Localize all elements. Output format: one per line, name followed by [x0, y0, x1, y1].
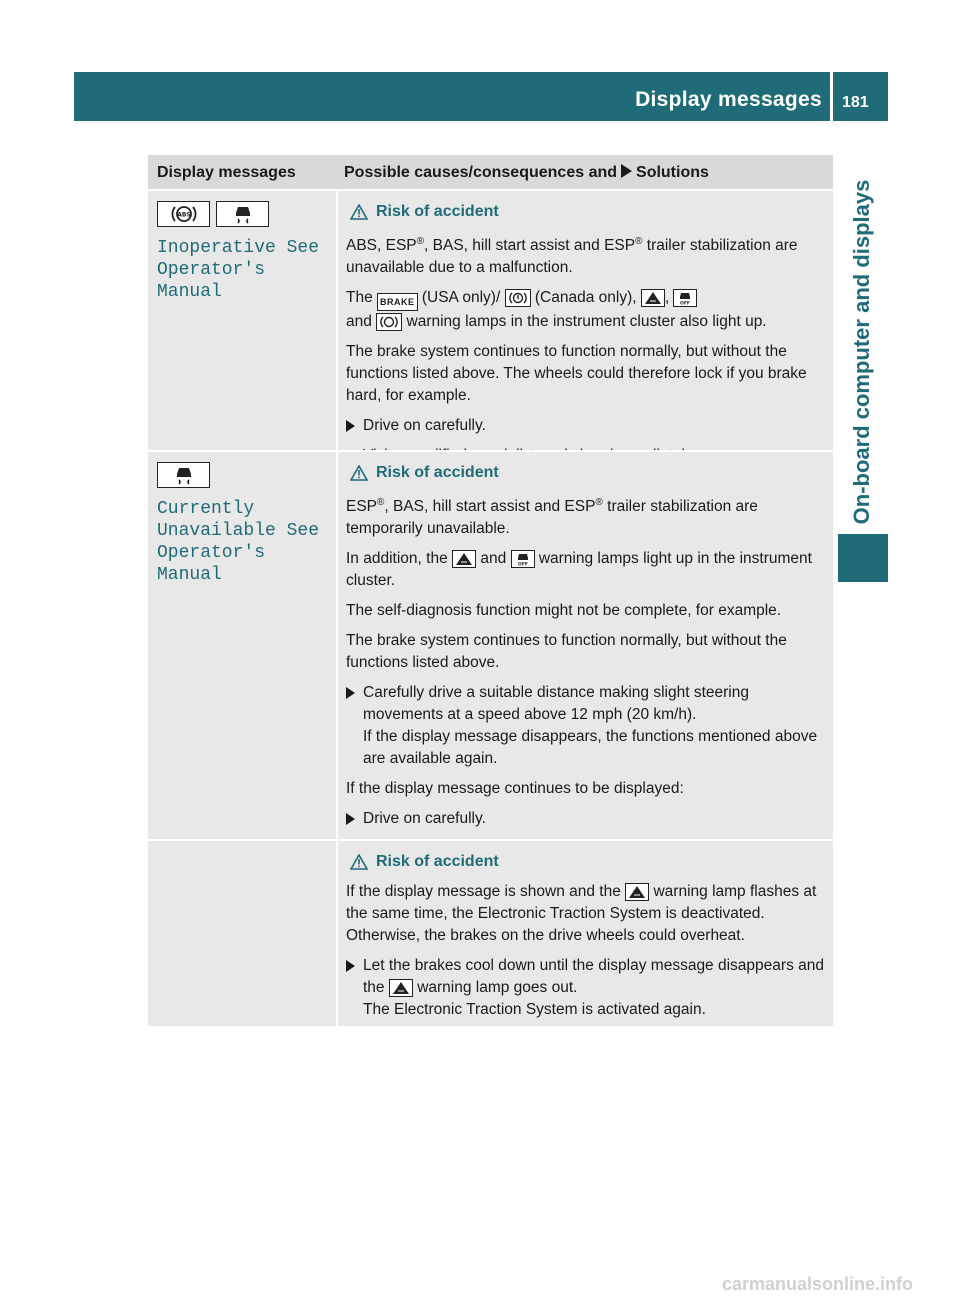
esp-off-icon: [511, 550, 535, 568]
esp-warning-icon: [452, 550, 476, 568]
abs-small-icon: [376, 313, 402, 331]
paragraph: If the display message is shown and the warning lamp flashes at the same time, the Electronic Traction System is deactivated. Otherwise, the brakes on the drive wheels could overheat.: [346, 883, 817, 944]
warning-note: [350, 203, 825, 221]
paragraph: ESP®, BAS, hill start assist and ESP® trailer stabilization are temporarily unavailable.: [346, 497, 758, 538]
paragraph: In addition, the and OFF warning lamps light up in the instrument cluster.: [346, 550, 812, 590]
step-arrow-icon: [346, 687, 355, 699]
instruction-step: Drive on carefully.: [346, 808, 825, 830]
svg-text:OFF: OFF: [517, 562, 528, 567]
warning-triangle-icon: [350, 854, 368, 870]
brake-warning-icon: BRAKE: [377, 293, 418, 311]
instruction-step: Drive on carefully.: [346, 415, 825, 437]
display-messages-table: [148, 155, 833, 1026]
column-header-solutions-text: Solutions: [636, 164, 709, 181]
column-header-messages: Display messages: [157, 164, 296, 181]
warning-note: [350, 853, 825, 871]
page-number: 181: [842, 94, 869, 111]
paragraph: The brake system continues to function normally, but without the functions listed above.: [346, 632, 787, 672]
step-arrow-icon: [346, 813, 355, 825]
esp-skid-icon: [157, 462, 210, 488]
warning-title: Risk of accident: [376, 203, 499, 220]
display-message: Currently Unavailable See Operator's Manual: [157, 499, 320, 585]
warning-triangle-icon: [350, 465, 368, 481]
header-divider: [830, 72, 833, 121]
instruction-step: Let the brakes cool down until the display message disappears and the warning lamp goes out. The Electronic Traction System is activated again.: [346, 955, 825, 1021]
paragraph: The brake system continues to function normally, but without the functions listed above. The wheels could therefore lock if you brake hard, for example.: [346, 343, 807, 405]
column-header-causes-text: Possible causes/consequences and: [344, 164, 618, 181]
paragraph: If the display message continues to be displayed:: [346, 780, 684, 798]
message-cell: [148, 841, 335, 1026]
step-arrow-icon: [346, 960, 355, 972]
esp-skid-icon: [216, 201, 269, 227]
paragraph: The BRAKE (USA only)/ (Canada only), , OFF and warning lamps in the instrument cluster also light up.: [346, 289, 767, 331]
arrow-right-icon: [621, 164, 632, 178]
table-row: [148, 839, 833, 1026]
svg-text:OFF: OFF: [680, 301, 691, 306]
message-cell: [148, 191, 335, 450]
side-tab-marker: [838, 534, 888, 582]
esp-warning-icon: [389, 979, 413, 997]
solution-cell: [336, 191, 833, 485]
solution-cell: [336, 841, 833, 1039]
solution-cell: [336, 452, 833, 878]
esp-warning-icon: [625, 883, 649, 901]
page-title: Display messages: [635, 88, 822, 111]
warning-title: Risk of accident: [376, 853, 499, 870]
svg-text:ABS: ABS: [176, 211, 191, 219]
table-header: [148, 155, 833, 189]
abs-icon: [157, 201, 210, 227]
side-tab-label: On-board computer and displays: [849, 179, 874, 525]
paragraph: ABS, ESP®, BAS, hill start assist and ESP® trailer stabilization are unavailable due to a malfunction.: [346, 236, 798, 277]
table-row: [148, 189, 833, 450]
paragraph: The self-diagnosis function might not be complete, for example.: [346, 602, 782, 620]
column-header-causes: [344, 164, 709, 182]
brake-circle-icon: [505, 289, 531, 307]
watermark: carmanualsonline.info: [722, 1274, 914, 1294]
display-message: Inoperative See Operator's Manual: [157, 238, 320, 302]
step-arrow-icon: [346, 420, 355, 432]
warning-triangle-icon: [350, 204, 368, 220]
esp-off-icon: [673, 289, 697, 307]
esp-warning-icon: [641, 289, 665, 307]
table-row: [148, 450, 833, 839]
page-header: [74, 72, 888, 121]
instruction-step: Carefully drive a suitable distance making slight steering movements at a speed above 12 mph (20 km/h). If the display message disappears, the functions mentioned above are available again.: [346, 682, 825, 770]
warning-note: [350, 464, 825, 482]
warning-title: Risk of accident: [376, 464, 499, 481]
